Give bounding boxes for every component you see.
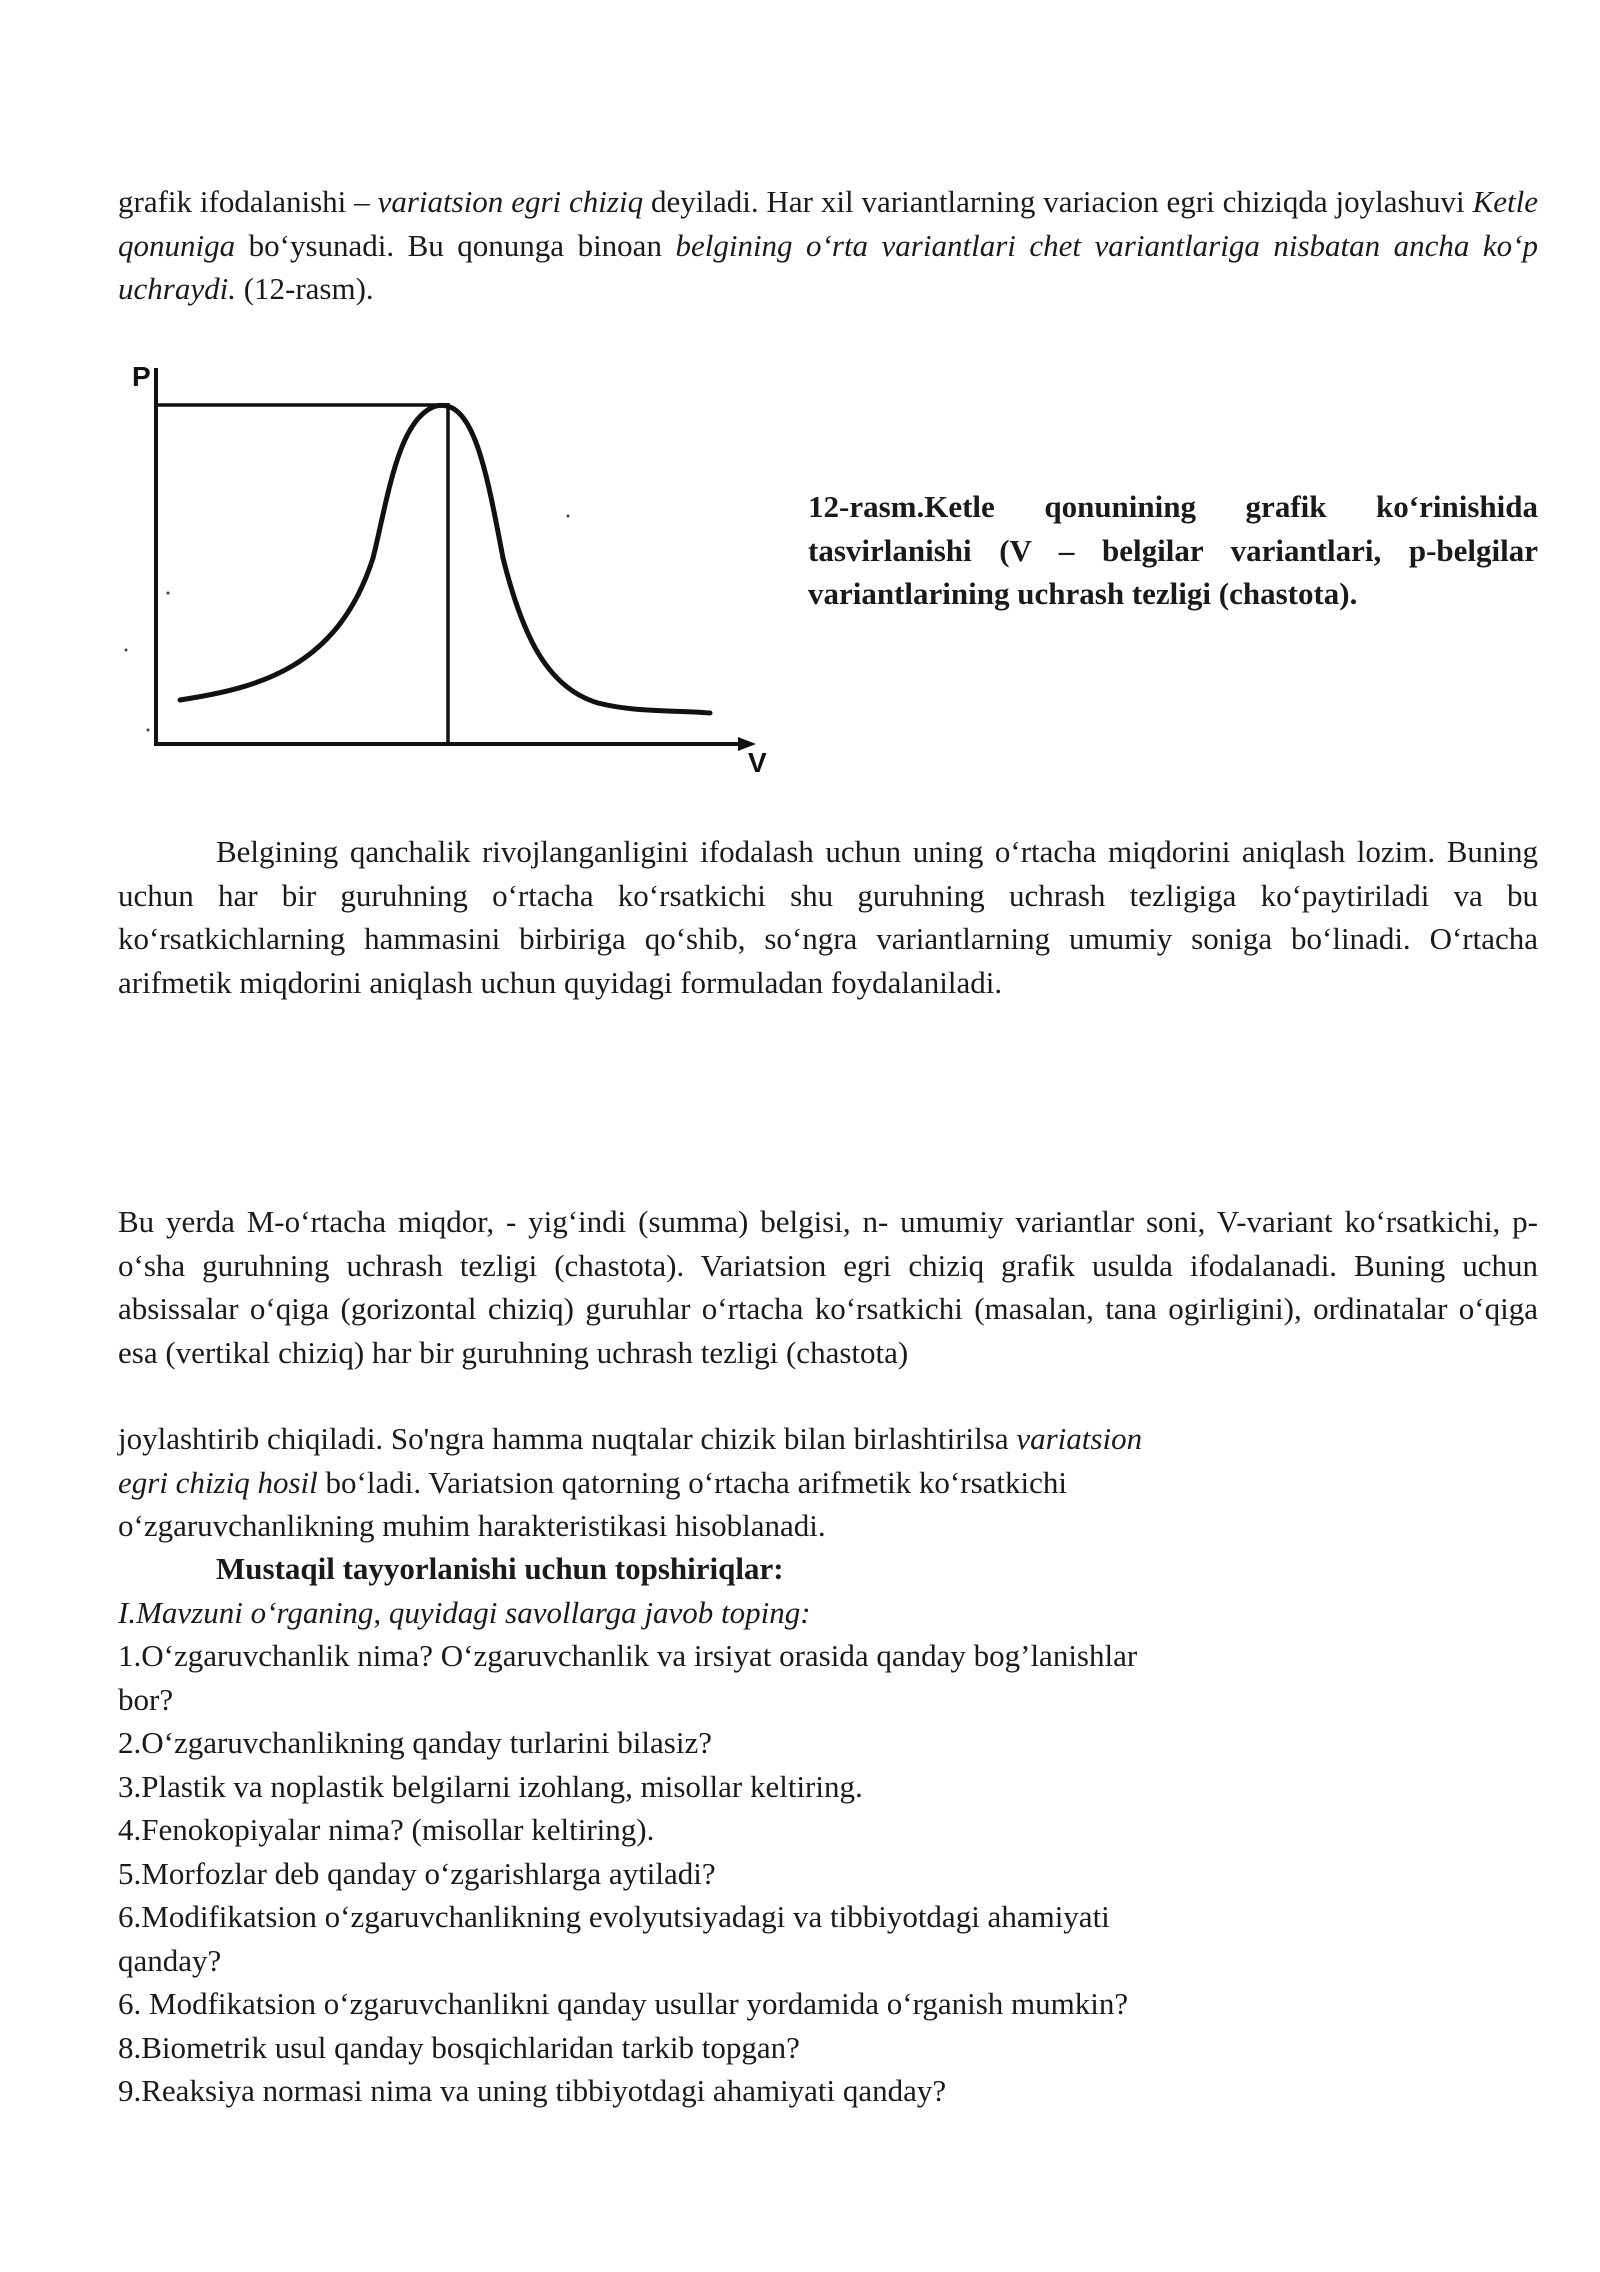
intro-text: deyiladi. Har xil variantlarning variacion egri chiziqda joylashuvi <box>643 184 1473 219</box>
question-item: 9.Reaksiya normasi nima va uning tibbiyotdagi ahamiyati qanday? <box>118 2073 947 2108</box>
y-axis-label: P <box>132 361 151 392</box>
paragraph-formula-legend: Bu yerda M-o‘rtacha miqdor, - yig‘indi (summa) belgisi, n- umumiy variantlar soni, V-variant ko‘rsatkichi, p- o‘sha guruhning uchrash tezligi (chastota). Variatsion egri chiziq grafik usulda ifodalanadi. Buning uchun absissalar o‘qiga (gorizontal chiziq) guruhlar o‘rtacha ko‘rsatkichi (masalan, tana ogirligini), ordinatalar o‘qiga esa (vertikal chiziq) har bir guruhning uchrash tezligi (chastota) <box>118 1204 1538 1370</box>
question-item-continuation: qanday? <box>118 1942 222 1978</box>
question-item: 5.Morfozlar deb qanday o‘zgarishlarga aytiladi? <box>118 1855 716 1891</box>
question-item-continuation: bor? <box>118 1681 174 1717</box>
paragraph-line: joylashtirib chiqiladi. So'ngra hamma nuqtalar chizik bilan birlashtirilsa variatsion <box>118 1421 1143 1456</box>
scan-speck <box>167 592 170 595</box>
intro-text: bo‘ysunadi. Bu qonunga binoan <box>235 227 676 263</box>
paragraph-curve-construction <box>118 1417 1538 1548</box>
figure-caption: 12-rasm.Ketle qonunining grafik ko‘rinishida tasvirlanishi (V – belgilar variantlari, p-belgilar variantlarining uchrash tezligi (chastota). <box>808 489 1538 611</box>
paragraph-line: o‘zgaruvchanlikning muhim harakteristikasi hisoblanadi. <box>118 1508 826 1543</box>
question-item: 8.Biometrik usul qanday bosqichlaridan tarkib topgan? <box>118 2029 800 2065</box>
intro-text: grafik ifodalanishi – <box>118 184 378 219</box>
x-axis-label: V <box>748 747 767 778</box>
question-item: 2.O‘zgaruvchanlikning qanday turlarini bilasiz? <box>118 1725 712 1760</box>
intro-paragraph <box>118 180 1538 311</box>
paragraph-mean-explanation: Belgining qanchalik rivojlanganligini ifodalash uchun uning o‘rtacha miqdorini aniqlash lozim. Buning uchun har bir guruhning o‘rtacha ko‘rsatkichi shu guruhning uchrash tezligiga ko‘paytiriladi va bu ko‘rsatkichlarning hammasini birbiriga qo‘shib, so‘ngra variantlarning umumiy soniga bo‘linadi. O‘rtacha arifmetik miqdorini aniqlash uchun quyidagi formuladan foydalaniladi. <box>118 834 1538 1000</box>
intro-law-statement: belgining o‘rta variantlari chet variantlariga nisbatan ancha ko‘p uchraydi. <box>118 227 1538 306</box>
question-item: 6. Modfikatsion o‘zgaruvchanlikni qanday usullar yordamida o‘rganish mumkin? <box>118 1986 1129 2021</box>
intro-term-ketle-law: Ketle qonuniga <box>118 184 1538 263</box>
scan-speck <box>125 649 128 652</box>
bell-curve <box>180 405 710 713</box>
ketle-curve-figure <box>118 358 798 778</box>
scan-speck <box>567 515 570 518</box>
tasks-subheading: I.Mavzuni o‘rganing, quyidagi savollarga javob toping: <box>118 1594 811 1630</box>
question-item: 3.Plastik va noplastik belgilarni izohlang, misollar keltiring. <box>118 1768 863 1804</box>
question-item: 6.Modifikatsion o‘zgaruvchanlikning evolyutsiyadagi va tibbiyotdagi ahamiyati <box>118 1899 1110 1934</box>
question-item: 1.O‘zgaruvchanlik nima? O‘zgaruvchanlik va irsiyat orasida qanday bog’lanishlar <box>118 1638 1138 1673</box>
intro-term-variation-curve: variatsion egri chiziq <box>377 184 644 219</box>
paragraph-line: egri chiziq hosil bo‘ladi. Variatsion qatorning o‘rtacha arifmetik ko‘rsatkichi <box>118 1464 1068 1500</box>
tasks-heading: Mustaqil tayyorlanishi uchun topshiriqlar: <box>216 1551 784 1586</box>
question-item: 4.Fenokopiyalar nima? (misollar keltiring). <box>118 1812 655 1847</box>
intro-figure-reference: (12-rasm). <box>235 271 374 306</box>
scan-speck <box>147 729 150 732</box>
tasks-section <box>118 1547 1538 2113</box>
